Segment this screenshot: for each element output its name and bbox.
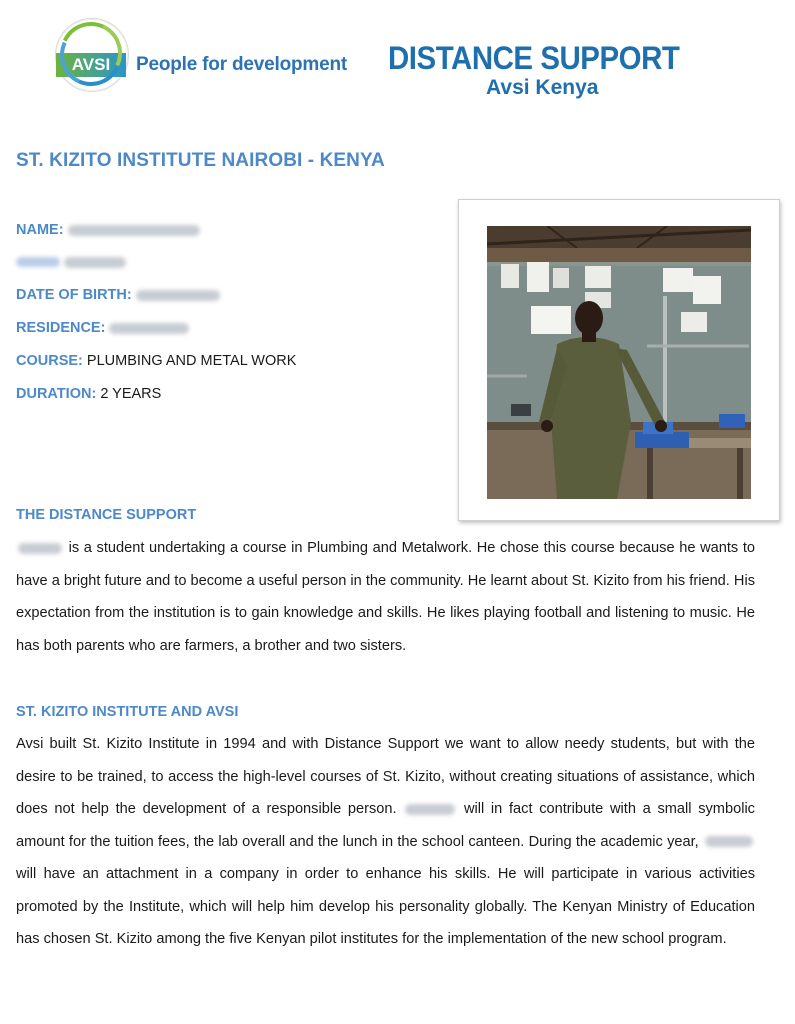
- section1-text: is a student undertaking a course in Plumbing and Metalwork. He chose this course because he wants to have a bright future and to become a useful person in the community. He learnt about St. Kizito from his friend. His expectation from the institution is to gain knowledge and skills. He likes playing football and listening to music. He has both parents who are farmers, a brother and two sisters.: [16, 540, 755, 654]
- redacted-dob: [136, 290, 220, 301]
- institute-title: ST. KIZITO INSTITUTE NAIROBI - KENYA: [16, 150, 385, 171]
- redacted-residence: [109, 323, 189, 334]
- field-residence: [16, 320, 189, 336]
- field-name: [16, 222, 200, 238]
- redacted-code: [64, 257, 126, 268]
- section-body-distance-support: [16, 532, 755, 662]
- section2-text-c: will have an attachment in a company in order to enhance his skills. He will participate in various activities promoted by the Institute, which will help him develop his personality globally. The Kenyan Ministry of Education has chosen St. Kizito among the five Kenyan pilot institutes for the implementation of the new school program.: [16, 866, 755, 947]
- redacted-code-label: [16, 257, 60, 267]
- section2-text-a: Avsi built St. Kizito Institute in 1994 and with Distance Support we want to allow needy students, but with the desire to be trained, to access the high-level courses of St. Kizito, without creating situations of assistance, which does not help the development of a responsible person.: [16, 736, 755, 817]
- redacted-name: [68, 225, 200, 236]
- field-course: [16, 353, 296, 369]
- page-title: DISTANCE SUPPORT: [388, 40, 680, 76]
- field-dob: [16, 287, 220, 303]
- name-label: NAME:: [16, 222, 64, 238]
- redacted-student-name-3: [705, 836, 753, 847]
- duration-value: 2 YEARS: [100, 386, 162, 402]
- redacted-student-name: [18, 543, 62, 554]
- redacted-student-name-2: [405, 804, 455, 815]
- student-photo: [487, 226, 751, 499]
- section-body-kizito-avsi: [16, 728, 755, 956]
- field-duration: [16, 386, 161, 402]
- course-value: PLUMBING AND METAL WORK: [86, 353, 297, 369]
- field-code: [16, 254, 126, 270]
- section-title-kizito-avsi: ST. KIZITO INSTITUTE AND AVSI: [16, 704, 239, 720]
- residence-label: RESIDENCE:: [16, 320, 106, 336]
- duration-label: DURATION:: [16, 386, 97, 402]
- section2-text-b: will in fact contribute with a small symbolic amount for the tuition fees, the lab overall and the lunch in the school canteen. During the academic year,: [16, 801, 755, 850]
- course-label: COURSE:: [16, 353, 83, 369]
- dob-label: DATE OF BIRTH:: [16, 287, 132, 303]
- section-title-distance-support: THE DISTANCE SUPPORT: [16, 507, 197, 523]
- tagline: People for development: [136, 54, 347, 75]
- logo-text: AVSI: [71, 55, 111, 74]
- page-subtitle: Avsi Kenya: [486, 76, 599, 99]
